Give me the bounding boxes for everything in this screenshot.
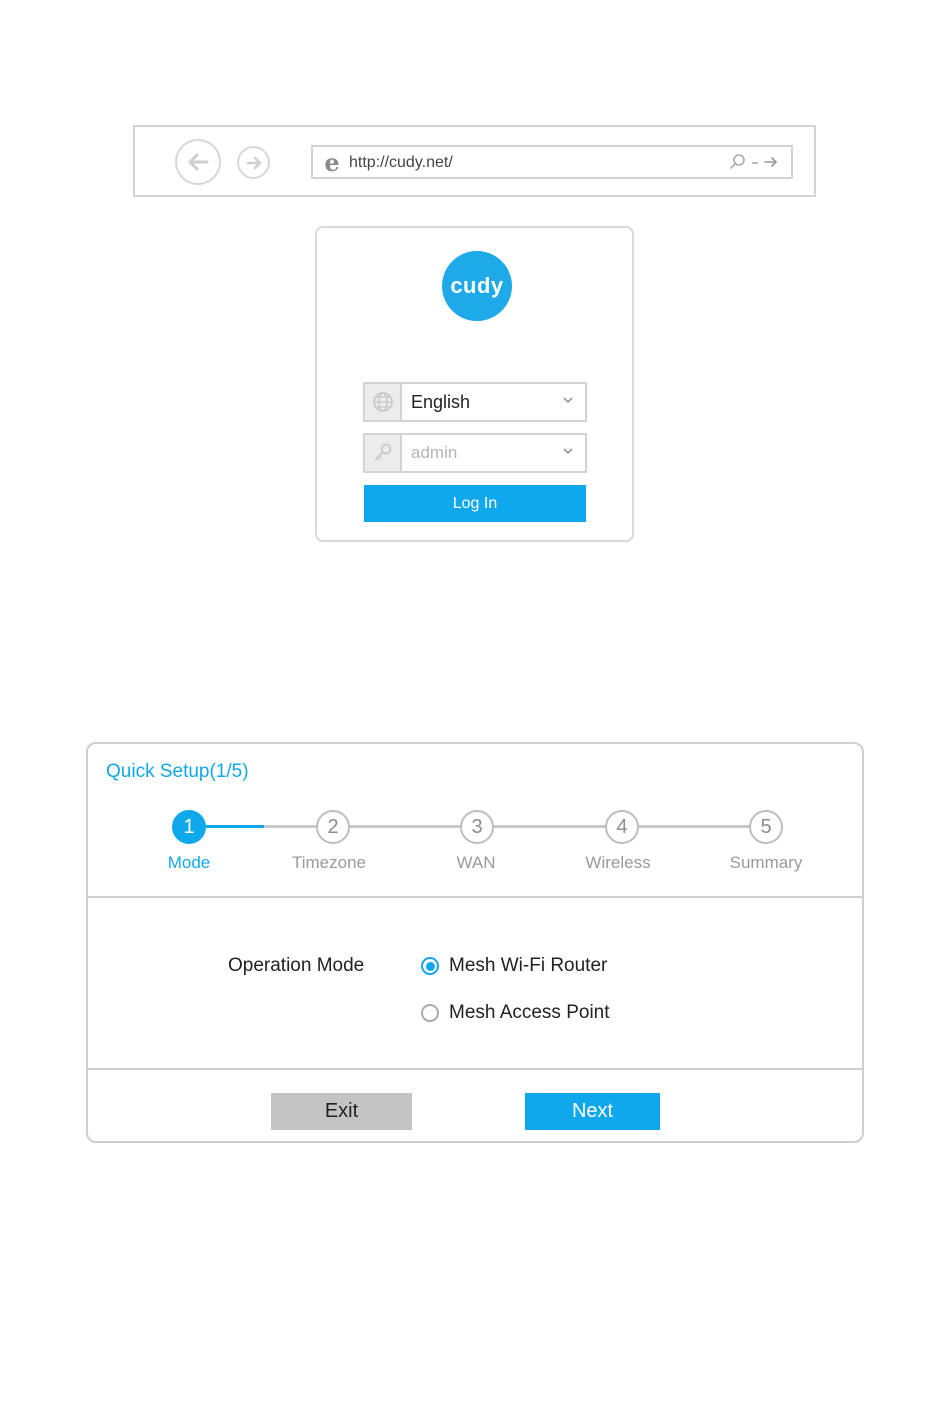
- browser-toolbar: [133, 125, 816, 197]
- cudy-logo: cudy: [442, 251, 512, 321]
- step-2-circle: 2: [316, 810, 350, 844]
- back-arrow-icon: [183, 147, 213, 177]
- go-arrow-icon[interactable]: [763, 153, 779, 171]
- step-4-label: Wireless: [585, 853, 651, 872]
- step-5-circle: 5: [749, 810, 783, 844]
- option-mesh-access-point[interactable]: [421, 1002, 610, 1024]
- step-3-circle: 3: [460, 810, 494, 844]
- radio-mesh-wifi-router[interactable]: [421, 957, 439, 975]
- operation-mode-label: Operation Mode: [228, 955, 365, 976]
- language-value: English: [411, 392, 471, 412]
- url-text[interactable]: http://cudy.net/: [349, 154, 453, 171]
- next-button[interactable]: Next: [525, 1093, 660, 1130]
- language-select[interactable]: [363, 382, 587, 422]
- step-1-circle: 1: [172, 810, 206, 844]
- option-mesh-wifi-router[interactable]: [421, 955, 607, 977]
- radio-mesh-access-point[interactable]: [421, 1004, 439, 1022]
- dropdown-dash-icon: [751, 153, 759, 171]
- setup-title: Quick Setup(1/5): [106, 761, 249, 782]
- footer-divider: [88, 1068, 862, 1070]
- language-icon-box: [365, 384, 402, 420]
- login-button[interactable]: Log In: [364, 485, 586, 522]
- chevron-down-icon: [561, 444, 575, 458]
- forward-button[interactable]: [237, 146, 270, 179]
- step-4-circle: 4: [605, 810, 639, 844]
- globe-icon: [371, 390, 395, 414]
- address-bar[interactable]: [311, 145, 793, 179]
- password-icon-box: [365, 435, 402, 471]
- exit-button[interactable]: Exit: [271, 1093, 412, 1130]
- password-field[interactable]: [363, 433, 587, 473]
- step-5-label: Summary: [729, 853, 803, 872]
- login-card: [315, 226, 634, 542]
- header-divider: [88, 896, 862, 898]
- chevron-down-icon: [561, 393, 575, 407]
- password-input[interactable]: [405, 437, 555, 469]
- step-3-label: WAN: [456, 853, 496, 872]
- progress-line-active: [204, 825, 264, 828]
- back-button[interactable]: [175, 139, 221, 185]
- key-icon: [371, 441, 395, 465]
- search-icon[interactable]: [729, 153, 747, 171]
- internet-explorer-icon: e: [324, 148, 340, 177]
- step-2-label: Timezone: [291, 853, 366, 872]
- step-1-label: Mode: [167, 853, 211, 872]
- quick-setup-panel: [86, 742, 864, 1143]
- forward-arrow-icon: [244, 153, 264, 173]
- option-label: Mesh Wi-Fi Router: [449, 955, 608, 976]
- option-label: Mesh Access Point: [449, 1002, 610, 1023]
- search-go-controls: [729, 153, 779, 171]
